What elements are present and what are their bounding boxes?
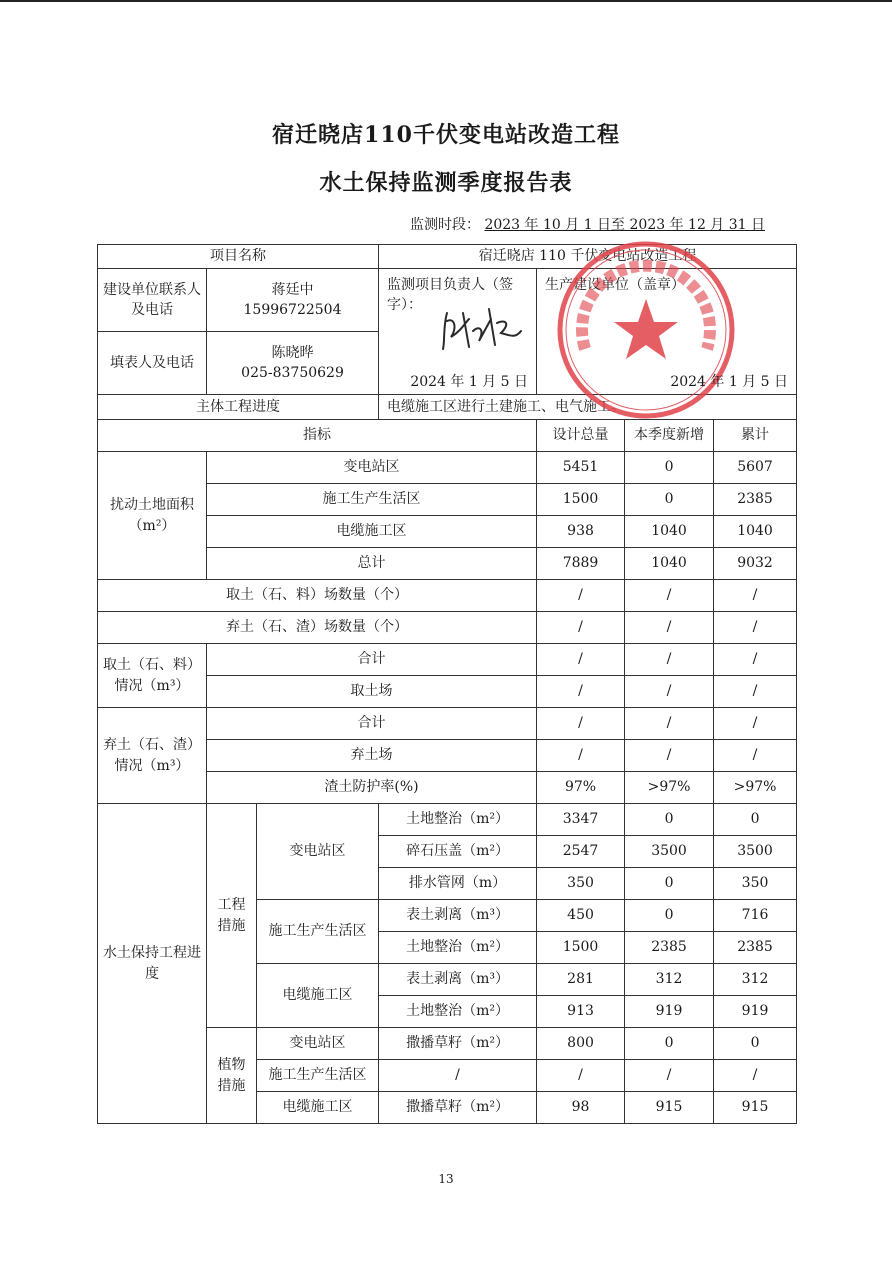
row-name: 施工生产生活区 [207,484,537,516]
cell-cum: / [714,676,797,708]
top-border-line [0,0,892,2]
cell-new: / [625,644,714,676]
spoil-count-label: 弃土（石、渣）场数量（个） [98,612,537,644]
row-name: 弃土场 [207,740,537,772]
cell-new: / [625,612,714,644]
cell-new: 0 [625,484,714,516]
cell-cum: 3500 [714,836,797,868]
spoil-label: 弃土（石、渣）情况（m³） [98,708,207,804]
row-name: 合计 [207,708,537,740]
period-label: 监测时段： [410,217,480,233]
table-header-row [98,420,797,452]
filler-phone: 025-83750629 [241,365,344,381]
page-title: 宿迁晓店110千伏变电站改造工程 [272,122,620,148]
cell-cum: >97% [714,772,797,804]
page-number: 13 [438,1172,454,1186]
header-new: 本季度新增 [625,420,714,452]
header-cum: 累计 [714,420,797,452]
cell-cum: 5607 [714,452,797,484]
builder-date: 2024 年 1 月 5 日 [670,373,789,390]
cell-cum: / [714,612,797,644]
filler-value [207,332,379,395]
contact-phone: 15996722504 [243,302,342,318]
table-row [98,804,797,836]
cell-cum: 915 [714,1092,797,1124]
cell-cum: / [714,580,797,612]
table-row [98,708,797,740]
cell-new: / [625,1060,714,1092]
item-name: 撒播草籽（m²） [379,1028,537,1060]
cell-cum: / [714,644,797,676]
row-name: 变电站区 [207,452,537,484]
protect-rate-label: 渣土防护率(%) [207,772,537,804]
contact-value [207,269,379,332]
cell-new: 2385 [625,932,714,964]
cell-cum: 919 [714,996,797,1028]
area-name: 电缆施工区 [257,1092,379,1124]
cell-new: 915 [625,1092,714,1124]
cell-design: 2547 [537,836,625,868]
signature-image [439,301,529,356]
cell-cum: 0 [714,1028,797,1060]
cell-new: 0 [625,868,714,900]
cell-design: / [537,612,625,644]
item-name: / [379,1060,537,1092]
item-name: 撒播草籽（m²） [379,1092,537,1124]
cell-new: >97% [625,772,714,804]
area-name: 变电站区 [257,1028,379,1060]
item-name: 土地整治（m²） [379,804,537,836]
table-row [98,452,797,484]
cell-cum: 1040 [714,516,797,548]
cell-design: 938 [537,516,625,548]
cell-design: 281 [537,964,625,996]
cell-design: / [537,740,625,772]
row-name: 电缆施工区 [207,516,537,548]
header-indicator: 指标 [98,420,537,452]
item-name: 表土剥离（m³） [379,900,537,932]
page-subtitle: 水土保持监测季度报告表 [319,170,573,196]
cell-design: 97% [537,772,625,804]
contact-name: 蒋廷中 [271,281,314,298]
filler-label: 填表人及电话 [98,332,207,395]
cell-cum: / [714,740,797,772]
cell-design: 1500 [537,484,625,516]
cell-new: 919 [625,996,714,1028]
progress-value: 电缆施工区进行土建施工、电气施工。 [379,395,797,420]
table-row [98,644,797,676]
cell-cum: 2385 [714,932,797,964]
item-name: 碎石压盖（m²） [379,836,537,868]
disturb-label: 扰动土地面积（m²） [98,452,207,580]
monitor-period [410,214,765,234]
table-row [98,612,797,644]
progress-label: 主体工程进度 [98,395,379,420]
builder-seal-cell [537,269,797,395]
cell-cum: / [714,1060,797,1092]
item-name: 表土剥离（m³） [379,964,537,996]
cell-new: / [625,708,714,740]
filler-name: 陈晓晔 [271,344,314,361]
cell-new: 0 [625,900,714,932]
contact-label: 建设单位联系人及电话 [98,269,207,332]
cell-design: 800 [537,1028,625,1060]
report-table [97,244,797,1124]
table-row [98,580,797,612]
cell-new: 312 [625,964,714,996]
company-seal-image [555,239,737,421]
cell-new: / [625,676,714,708]
cell-design: 5451 [537,452,625,484]
cell-cum: 0 [714,804,797,836]
item-name: 土地整治（m²） [379,996,537,1028]
cell-design: 913 [537,996,625,1028]
cell-new: 0 [625,452,714,484]
cell-design: / [537,676,625,708]
area-name: 变电站区 [257,804,379,900]
cell-cum: 312 [714,964,797,996]
cell-design: / [537,580,625,612]
item-name: 排水管网（m） [379,868,537,900]
table-row [98,269,797,332]
cell-design: 350 [537,868,625,900]
cell-cum: 9032 [714,548,797,580]
cell-cum: / [714,708,797,740]
cell-new: / [625,580,714,612]
cell-design: / [537,1060,625,1092]
cell-design: / [537,708,625,740]
cell-new: 0 [625,804,714,836]
area-name: 施工生产生活区 [257,900,379,964]
veg-label: 植物措施 [207,1028,257,1124]
cell-new: 1040 [625,516,714,548]
cell-new: 0 [625,1028,714,1060]
project-name-value: 宿迁晓店 110 千伏变电站改造工程 [379,245,797,269]
cell-new: 3500 [625,836,714,868]
borrow-count-label: 取土（石、料）场数量（个） [98,580,537,612]
monitor-lead-label: 监测项目负责人（签字）： [387,277,514,314]
project-name-label: 项目名称 [98,245,379,269]
cell-cum: 716 [714,900,797,932]
item-name: 土地整治（m²） [379,932,537,964]
period-value: 2023 年 10 月 1 日至 2023 年 12 月 31 日 [484,217,766,233]
borrow-label: 取土（石、料）情况（m³） [98,644,207,708]
cell-new: 1040 [625,548,714,580]
cell-design: 7889 [537,548,625,580]
header-design: 设计总量 [537,420,625,452]
cell-design: 450 [537,900,625,932]
cell-cum: 2385 [714,484,797,516]
row-name: 总计 [207,548,537,580]
row-name: 合计 [207,644,537,676]
cell-new: / [625,740,714,772]
cell-design: 1500 [537,932,625,964]
cell-design: 3347 [537,804,625,836]
row-name: 取土场 [207,676,537,708]
builder-label: 生产建设单位（盖章） [545,277,686,293]
area-name: 电缆施工区 [257,964,379,1028]
swc-label: 水土保持工程进度 [98,804,207,1124]
monitor-lead-date: 2024 年 1 月 5 日 [410,373,529,390]
area-name: 施工生产生活区 [257,1060,379,1092]
cell-cum: 350 [714,868,797,900]
cell-design: 98 [537,1092,625,1124]
cell-design: / [537,644,625,676]
eng-label: 工程措施 [207,804,257,1028]
monitor-lead-cell [379,269,537,395]
